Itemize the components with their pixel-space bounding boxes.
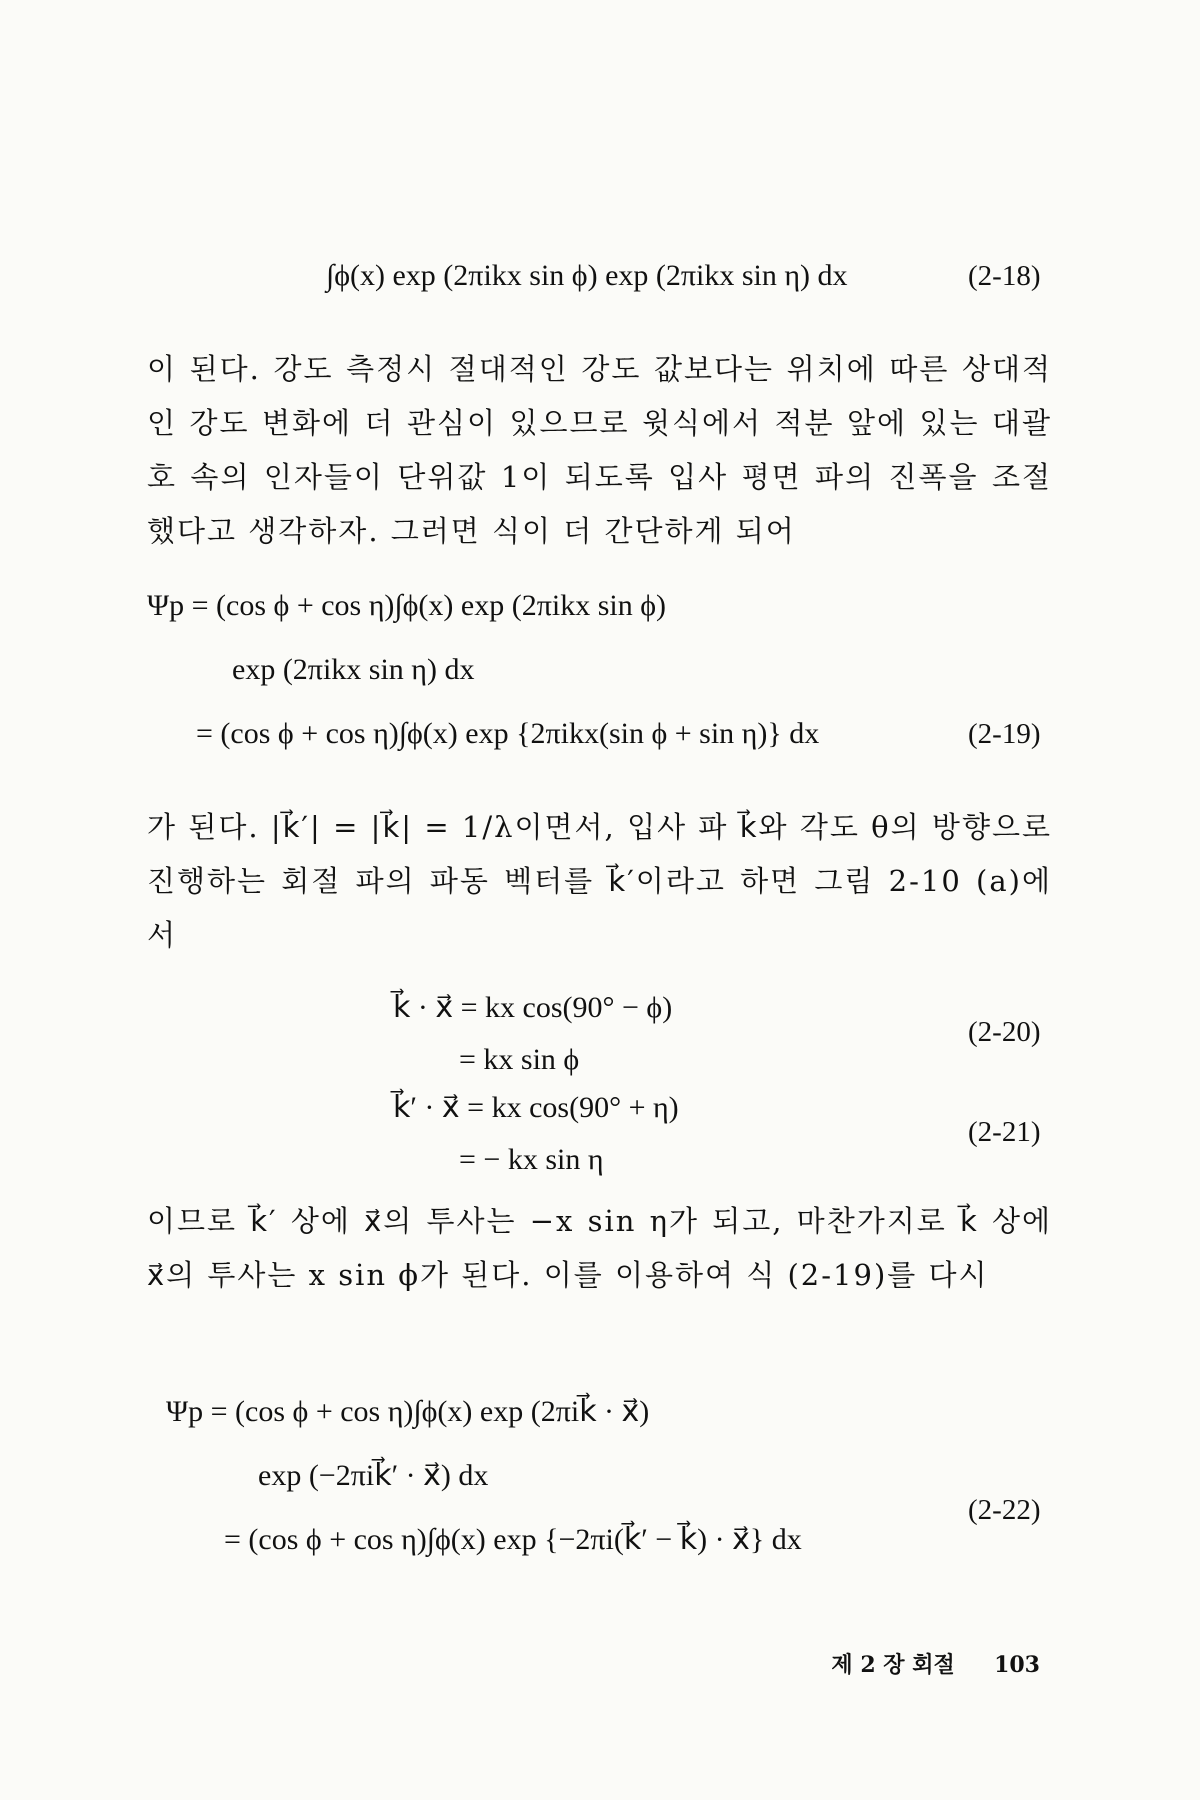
equation-2-22-line-2: exp (−2πik⃗′ · x⃗) dx: [258, 1459, 489, 1492]
equation-2-21-line-2: = − kx sin η: [459, 1143, 604, 1176]
page-number: 103: [994, 1652, 1040, 1678]
equation-2-20-line-2: = kx sin ϕ: [459, 1043, 580, 1076]
equation-number-2-18: (2-18): [968, 260, 1041, 292]
chapter-label: 제 2 장 회절: [831, 1652, 955, 1678]
equation-2-19-line-2: exp (2πikx sin η) dx: [232, 653, 475, 686]
equation-2-22-line-3: = (cos ϕ + cos η)∫ϕ(x) exp {−2πi(k⃗′ − k⃗) · x⃗} dx: [224, 1523, 802, 1556]
equation-number-2-19: (2-19): [968, 718, 1041, 750]
paragraph-3: 이므로 k⃗′ 상에 x⃗의 투사는 −x sin η가 되고, 마찬가지로 k⃗ 상에 x⃗의 투사는 x sin ϕ가 된다. 이를 이용하여 식 (2-19)를 다시: [147, 1204, 1052, 1292]
equation-2-19-line-1: Ψp = (cos ϕ + cos η)∫ϕ(x) exp (2πikx sin ϕ): [147, 589, 666, 622]
paragraph-1: 이 된다. 강도 측정시 절대적인 강도 값보다는 위치에 따른 상대적인 강도 변화에 더 관심이 있으므로 윗식에서 적분 앞에 있는 대괄호 속의 인자들이 단위값 1이 되도록 입사 평면 파의 진폭을 조절했다고 생각하자. 그러면 식이 더 간단하게 되어: [147, 352, 1052, 548]
equation-number-2-20: (2-20): [968, 1016, 1041, 1048]
equation-2-21-line-1: k⃗′ · x⃗ = kx cos(90° + η): [393, 1091, 679, 1124]
page-footer: [831, 1648, 1040, 1679]
equation-2-22-line-1: Ψp = (cos ϕ + cos η)∫ϕ(x) exp (2πik⃗ · x⃗): [166, 1395, 650, 1428]
equation-number-2-22: (2-22): [968, 1494, 1041, 1526]
equation-2-18: ∫ϕ(x) exp (2πikx sin ϕ) exp (2πikx sin η) dx: [326, 259, 848, 292]
paragraph-2: 가 된다. |k⃗′| = |k⃗| = 1/λ이면서, 입사 파 k⃗와 각도 θ의 방향으로 진행하는 회절 파의 파동 벡터를 k⃗′이라고 하면 그림 2-10 (a)에서: [147, 810, 1052, 952]
equation-2-20-line-1: k⃗ · x⃗ = kx cos(90° − ϕ): [393, 991, 673, 1024]
equation-2-19-line-3: = (cos ϕ + cos η)∫ϕ(x) exp {2πikx(sin ϕ + sin η)} dx: [196, 717, 820, 750]
equation-number-2-21: (2-21): [968, 1116, 1041, 1148]
